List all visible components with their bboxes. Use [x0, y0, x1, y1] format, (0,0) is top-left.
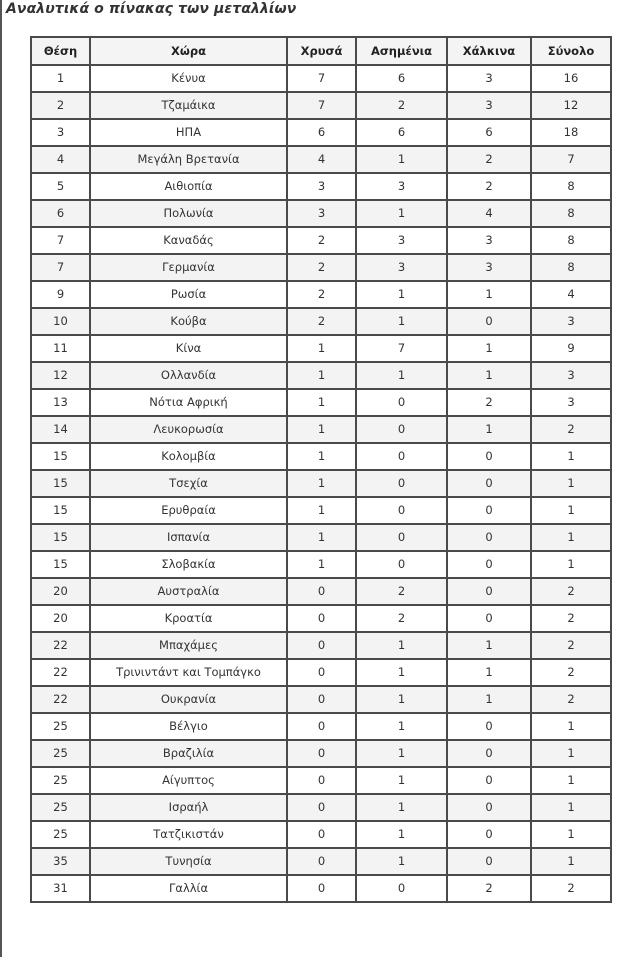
cell-gold: 4 [287, 146, 356, 173]
cell-gold: 3 [287, 173, 356, 200]
cell-bronze: 1 [447, 335, 531, 362]
cell-gold: 2 [287, 281, 356, 308]
cell-total: 8 [531, 200, 611, 227]
table-row [31, 686, 611, 713]
cell-position: 5 [31, 173, 90, 200]
cell-total: 1 [531, 470, 611, 497]
cell-position: 15 [31, 443, 90, 470]
table-row [31, 524, 611, 551]
cell-bronze: 3 [447, 92, 531, 119]
table-row [31, 713, 611, 740]
left-border [0, 0, 2, 957]
cell-silver: 1 [356, 659, 447, 686]
cell-silver: 1 [356, 200, 447, 227]
cell-bronze: 0 [447, 470, 531, 497]
cell-bronze: 6 [447, 119, 531, 146]
cell-total: 8 [531, 173, 611, 200]
cell-country: Τυνησία [90, 848, 287, 875]
cell-silver: 0 [356, 497, 447, 524]
cell-gold: 0 [287, 794, 356, 821]
cell-silver: 0 [356, 416, 447, 443]
cell-silver: 1 [356, 821, 447, 848]
cell-silver: 0 [356, 389, 447, 416]
cell-position: 13 [31, 389, 90, 416]
cell-silver: 0 [356, 470, 447, 497]
cell-silver: 3 [356, 254, 447, 281]
cell-silver: 7 [356, 335, 447, 362]
table-row [31, 173, 611, 200]
cell-silver: 3 [356, 173, 447, 200]
table-row [31, 767, 611, 794]
cell-silver: 0 [356, 551, 447, 578]
cell-gold: 0 [287, 632, 356, 659]
cell-bronze: 0 [447, 848, 531, 875]
cell-gold: 2 [287, 308, 356, 335]
cell-gold: 2 [287, 227, 356, 254]
page-title: Αναλυτικά ο πίνακας των μεταλλίων [6, 1, 297, 17]
cell-silver: 2 [356, 92, 447, 119]
cell-total: 2 [531, 605, 611, 632]
cell-bronze: 1 [447, 362, 531, 389]
table-row [31, 146, 611, 173]
cell-country: Κροατία [90, 605, 287, 632]
cell-position: 22 [31, 632, 90, 659]
cell-bronze: 3 [447, 254, 531, 281]
table-row [31, 875, 611, 902]
cell-position: 25 [31, 713, 90, 740]
table-row [31, 794, 611, 821]
cell-total: 1 [531, 524, 611, 551]
cell-total: 16 [531, 65, 611, 92]
cell-bronze: 1 [447, 686, 531, 713]
cell-country: Βέλγιο [90, 713, 287, 740]
table-row [31, 335, 611, 362]
cell-total: 1 [531, 767, 611, 794]
cell-silver: 1 [356, 848, 447, 875]
cell-country: Κολομβία [90, 443, 287, 470]
cell-position: 35 [31, 848, 90, 875]
cell-country: Ρωσία [90, 281, 287, 308]
cell-country: Καναδάς [90, 227, 287, 254]
cell-gold: 0 [287, 659, 356, 686]
cell-total: 2 [531, 632, 611, 659]
table-row [31, 65, 611, 92]
cell-position: 25 [31, 794, 90, 821]
cell-total: 2 [531, 686, 611, 713]
cell-position: 10 [31, 308, 90, 335]
cell-gold: 1 [287, 335, 356, 362]
table-row [31, 92, 611, 119]
cell-country: Ισπανία [90, 524, 287, 551]
cell-gold: 0 [287, 875, 356, 902]
cell-silver: 0 [356, 875, 447, 902]
table-row [31, 227, 611, 254]
cell-position: 14 [31, 416, 90, 443]
cell-total: 1 [531, 713, 611, 740]
cell-country: Τατζικιστάν [90, 821, 287, 848]
cell-bronze: 0 [447, 497, 531, 524]
cell-bronze: 0 [447, 767, 531, 794]
cell-total: 2 [531, 416, 611, 443]
cell-position: 9 [31, 281, 90, 308]
cell-silver: 6 [356, 65, 447, 92]
header-silver: Ασημένια [356, 37, 447, 65]
cell-bronze: 0 [447, 578, 531, 605]
table-row [31, 740, 611, 767]
cell-silver: 0 [356, 524, 447, 551]
cell-gold: 0 [287, 740, 356, 767]
cell-total: 1 [531, 740, 611, 767]
cell-bronze: 2 [447, 875, 531, 902]
table-row [31, 659, 611, 686]
cell-country: Κούβα [90, 308, 287, 335]
table-row [31, 848, 611, 875]
cell-total: 1 [531, 848, 611, 875]
cell-position: 4 [31, 146, 90, 173]
table-row [31, 308, 611, 335]
cell-bronze: 0 [447, 605, 531, 632]
cell-bronze: 0 [447, 524, 531, 551]
cell-country: Βραζιλία [90, 740, 287, 767]
cell-silver: 3 [356, 227, 447, 254]
cell-country: Σλοβακία [90, 551, 287, 578]
cell-total: 3 [531, 308, 611, 335]
cell-gold: 1 [287, 551, 356, 578]
medal-table-container [30, 36, 610, 903]
table-row [31, 578, 611, 605]
cell-country: Γαλλία [90, 875, 287, 902]
cell-silver: 1 [356, 281, 447, 308]
cell-position: 22 [31, 686, 90, 713]
cell-silver: 2 [356, 578, 447, 605]
table-row [31, 551, 611, 578]
header-position: Θέση [31, 37, 90, 65]
cell-total: 3 [531, 389, 611, 416]
cell-gold: 0 [287, 713, 356, 740]
cell-bronze: 0 [447, 551, 531, 578]
header-country: Χώρα [90, 37, 287, 65]
cell-gold: 0 [287, 578, 356, 605]
cell-bronze: 0 [447, 443, 531, 470]
cell-gold: 0 [287, 767, 356, 794]
cell-position: 15 [31, 497, 90, 524]
cell-silver: 1 [356, 794, 447, 821]
cell-country: Κίνα [90, 335, 287, 362]
cell-country: Ισραήλ [90, 794, 287, 821]
cell-silver: 1 [356, 632, 447, 659]
cell-position: 25 [31, 740, 90, 767]
cell-country: Ουκρανία [90, 686, 287, 713]
cell-position: 22 [31, 659, 90, 686]
cell-silver: 1 [356, 308, 447, 335]
cell-bronze: 2 [447, 146, 531, 173]
cell-silver: 6 [356, 119, 447, 146]
cell-bronze: 3 [447, 65, 531, 92]
medal-table [30, 36, 612, 903]
cell-gold: 1 [287, 497, 356, 524]
cell-position: 1 [31, 65, 90, 92]
cell-position: 6 [31, 200, 90, 227]
cell-total: 2 [531, 578, 611, 605]
cell-silver: 1 [356, 740, 447, 767]
cell-silver: 0 [356, 443, 447, 470]
cell-country: Αιθιοπία [90, 173, 287, 200]
cell-country: Μεγάλη Βρετανία [90, 146, 287, 173]
cell-total: 1 [531, 551, 611, 578]
cell-gold: 0 [287, 686, 356, 713]
cell-country: Νότια Αφρική [90, 389, 287, 416]
table-row [31, 119, 611, 146]
table-body [31, 65, 611, 902]
cell-position: 25 [31, 767, 90, 794]
cell-silver: 1 [356, 686, 447, 713]
cell-position: 20 [31, 605, 90, 632]
cell-total: 7 [531, 146, 611, 173]
cell-country: Ολλανδία [90, 362, 287, 389]
cell-country: Αίγυπτος [90, 767, 287, 794]
cell-bronze: 0 [447, 740, 531, 767]
cell-gold: 7 [287, 92, 356, 119]
cell-position: 7 [31, 254, 90, 281]
cell-bronze: 1 [447, 659, 531, 686]
cell-total: 1 [531, 794, 611, 821]
header-total: Σύνολο [531, 37, 611, 65]
cell-total: 1 [531, 821, 611, 848]
cell-total: 18 [531, 119, 611, 146]
cell-country: Λευκορωσία [90, 416, 287, 443]
cell-bronze: 1 [447, 416, 531, 443]
header-gold: Χρυσά [287, 37, 356, 65]
cell-gold: 1 [287, 443, 356, 470]
cell-total: 8 [531, 254, 611, 281]
table-row [31, 443, 611, 470]
header-row [31, 37, 611, 65]
cell-total: 8 [531, 227, 611, 254]
cell-total: 9 [531, 335, 611, 362]
table-row [31, 281, 611, 308]
table-row [31, 632, 611, 659]
cell-gold: 1 [287, 389, 356, 416]
cell-bronze: 1 [447, 281, 531, 308]
cell-total: 2 [531, 659, 611, 686]
cell-gold: 7 [287, 65, 356, 92]
cell-gold: 1 [287, 470, 356, 497]
table-row [31, 605, 611, 632]
cell-country: Μπαχάμες [90, 632, 287, 659]
cell-bronze: 0 [447, 821, 531, 848]
cell-total: 4 [531, 281, 611, 308]
cell-gold: 0 [287, 605, 356, 632]
table-row [31, 389, 611, 416]
table-row [31, 416, 611, 443]
cell-gold: 1 [287, 524, 356, 551]
cell-bronze: 0 [447, 713, 531, 740]
table-row [31, 821, 611, 848]
cell-bronze: 2 [447, 173, 531, 200]
cell-gold: 6 [287, 119, 356, 146]
cell-gold: 0 [287, 821, 356, 848]
cell-bronze: 3 [447, 227, 531, 254]
header-bronze: Χάλκινα [447, 37, 531, 65]
cell-position: 15 [31, 551, 90, 578]
cell-bronze: 2 [447, 389, 531, 416]
cell-gold: 2 [287, 254, 356, 281]
cell-total: 3 [531, 362, 611, 389]
table-row [31, 497, 611, 524]
cell-country: Κένυα [90, 65, 287, 92]
table-row [31, 200, 611, 227]
cell-bronze: 0 [447, 794, 531, 821]
cell-country: Τσεχία [90, 470, 287, 497]
cell-gold: 1 [287, 362, 356, 389]
cell-total: 2 [531, 875, 611, 902]
cell-position: 25 [31, 821, 90, 848]
cell-country: ΗΠΑ [90, 119, 287, 146]
cell-country: Αυστραλία [90, 578, 287, 605]
cell-position: 3 [31, 119, 90, 146]
cell-silver: 1 [356, 362, 447, 389]
cell-position: 15 [31, 524, 90, 551]
cell-bronze: 4 [447, 200, 531, 227]
cell-silver: 1 [356, 767, 447, 794]
cell-country: Γερμανία [90, 254, 287, 281]
cell-silver: 2 [356, 605, 447, 632]
cell-country: Ερυθραία [90, 497, 287, 524]
cell-bronze: 0 [447, 308, 531, 335]
cell-bronze: 1 [447, 632, 531, 659]
cell-gold: 3 [287, 200, 356, 227]
cell-position: 15 [31, 470, 90, 497]
cell-silver: 1 [356, 146, 447, 173]
cell-position: 7 [31, 227, 90, 254]
table-row [31, 362, 611, 389]
table-row [31, 470, 611, 497]
cell-position: 20 [31, 578, 90, 605]
cell-position: 12 [31, 362, 90, 389]
cell-gold: 1 [287, 416, 356, 443]
cell-position: 2 [31, 92, 90, 119]
cell-total: 1 [531, 443, 611, 470]
cell-country: Πολωνία [90, 200, 287, 227]
table-row [31, 254, 611, 281]
cell-country: Τζαμάικα [90, 92, 287, 119]
cell-silver: 1 [356, 713, 447, 740]
cell-country: Τρινιντάντ και Τομπάγκο [90, 659, 287, 686]
cell-gold: 0 [287, 848, 356, 875]
cell-total: 12 [531, 92, 611, 119]
cell-position: 11 [31, 335, 90, 362]
cell-position: 31 [31, 875, 90, 902]
cell-total: 1 [531, 497, 611, 524]
